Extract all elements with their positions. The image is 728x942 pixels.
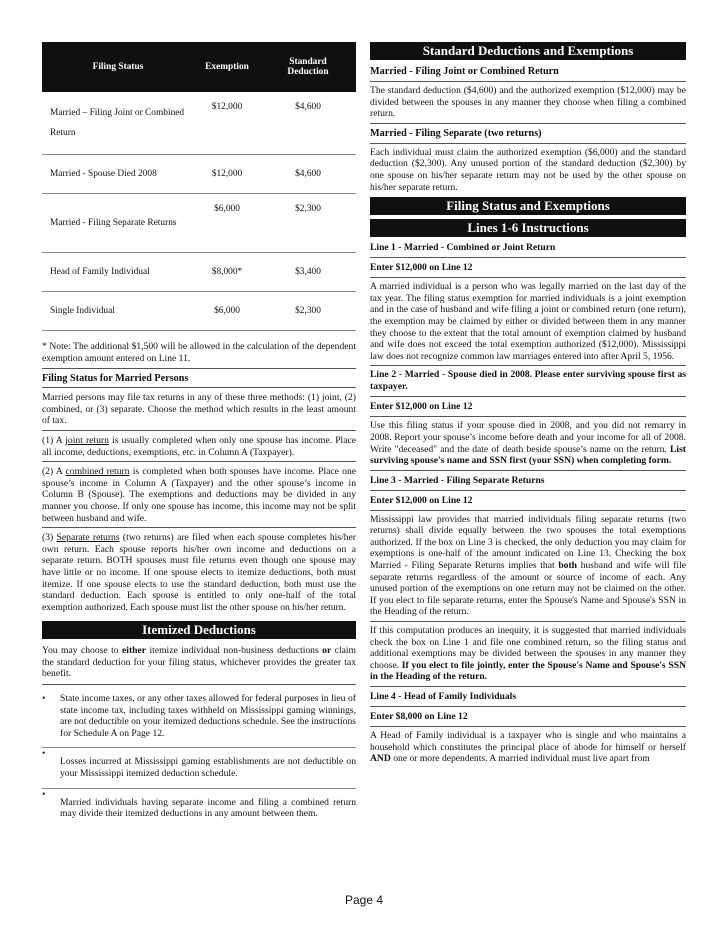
row-deduction: $2,300: [260, 292, 356, 331]
lines-instructions-bar: Lines 1-6 Instructions: [370, 219, 686, 237]
row-status: Head of Family Individual: [42, 253, 194, 292]
list-item: • Married individuals having separate income and filing a combined return may divide their itemized deductions in any amount between them.: [42, 788, 356, 820]
itemized-bullets: [42, 693, 356, 820]
table-row: [42, 194, 356, 253]
row-exemption: $8,000*: [194, 253, 260, 292]
table-row: [42, 155, 356, 194]
row-status: Married - Filing Separate Returns: [42, 194, 194, 253]
itemized-intro: You may choose to either itemize individual non-business deductions or claim the standard deduction for your filing status, whichever provides the greater tax benefit.: [42, 645, 356, 680]
row-status: Married - Spouse Died 2008: [42, 155, 194, 194]
row-status: Married – Filing Joint or Combined Return: [42, 92, 194, 155]
itemized-deductions-bar: Itemized Deductions: [42, 621, 356, 639]
table-note: * Note: The additional $1,500 will be allowed in the calculation of the dependent exemption amount entered on Line 11.: [42, 341, 356, 364]
line1-text: A married individual is a person who was legally married on the last day of the tax year. The filing status exemption for married individuals is a joint exemption and in the case of husband and wife filing a joint or combined return (one return), the exemption may be claimed by either or divided between them in any manner they choose to the extent that the total amount of exemption claimed by husband and wife does not exceed the total exemption authorized ($12,000). Mississippi law does not recognize common law marriages entered into after April 5, 1956.: [370, 281, 686, 362]
row-exemption: $6,000: [194, 292, 260, 331]
page-number: Page 4: [344, 893, 384, 907]
row-deduction: $4,600: [260, 155, 356, 194]
mfj-heading: Married - Filing Joint or Combined Return: [370, 66, 559, 77]
line3-text: Mississippi law provides that married individuals filing separate returns (two returns) shall divide equally between the two spouses the total exemptions authorized. If the box on Line 3 is checked, the only deduction you may claim for exemptions is one-half of the amount indicated on Line 13. Checking the box Married - Filing Separate Returns implies that both husband and wife will file separate returns regardless of the amount or source of income of each. Any unused portion of the exemptions on one return may not be claimed on the other. If you elect to file separate returns, enter the Spouse's Name and Spouse's SSN in the Heading of the return.: [370, 513, 687, 618]
row-status: Single Individual: [42, 292, 194, 331]
line3-note: If this computation produces an inequity, it is suggested that married individuals check the box on Line 1 and file one combined return, so the filing status and additional exemptions may be divided between the spouses in any manner they choose. If you elect to file jointly, enter the Spouse's Name and Spouse's SSN in the Heading of the return.: [370, 625, 686, 683]
fsm-intro: Married persons may file tax returns in any of these three methods: (1) joint, (2) combined, or (3) separate. Choose the method which results in the least amount of tax.: [42, 392, 356, 427]
mfs-text: Each individual must claim the authorized exemption ($6,000) and the standard deduction ($2,300). Any unused portion of the standard deduction ($2,300) by one spouse on his/her separate return may not be used by the other spouse on his/her separate return.: [370, 146, 686, 193]
table-row: [42, 253, 356, 292]
mfs-heading: Married - Filing Separate (two returns): [370, 127, 542, 139]
line1-heading: Line 1 - Married - Combined or Joint Return: [370, 242, 556, 254]
line2-heading: Line 2 - Married - Spouse died in 2008. Please enter surviving spouse first as taxpayer.: [370, 369, 686, 393]
table-header-row: [42, 42, 356, 92]
filing-status-table: [42, 42, 356, 331]
table-row: [42, 292, 356, 331]
row-exemption: $6,000: [194, 194, 260, 253]
mfj-text: The standard deduction ($4,600) and the authorized exemption ($12,000) may be divided between the spouses in any manner they choose when filing a combined return.: [370, 85, 686, 120]
header-standard-deduction: Standard Deduction: [260, 42, 356, 92]
filing-status-exemptions-bar: Filing Status and Exemptions: [370, 197, 686, 215]
line2-enter: Enter $12,000 on Line 12: [370, 401, 473, 413]
left-column: [42, 42, 356, 820]
row-exemption: $12,000: [194, 155, 260, 194]
line3-heading: Line 3 - Married - Filing Separate Returns: [370, 474, 545, 486]
right-column: [370, 42, 686, 765]
list-item: • Losses incurred at Mississippi gaming establishments are not deductible on your Mississippi itemized deduction schedule.: [42, 747, 356, 779]
method-separate: (3) Separate returns (two returns) are filed when each spouse completes his/her own return. Each spouse reports his/her own income and deductions on a separate return. BOTH spouses must file returns even though one spouse may have little or no income. If one spouse elects to itemize deductions, both must itemize. If one spouse elects to use the standard deduction, both must use the standard deduction. Each spouse is entitled to only one-half of the total exemption authorized. Each spouse must list the other spouse on his/her return.: [42, 532, 356, 613]
header-exemption: Exemption: [194, 42, 260, 92]
line4-text: A Head of Family individual is a taxpayer who is single and who maintains a household which constitutes the principal place of abode for himself or herself AND one or more dependents. A married individual must live apart from: [370, 730, 686, 765]
line4-heading: Line 4 - Head of Family Individuals: [370, 691, 517, 702]
row-exemption: $12,000: [194, 92, 260, 155]
row-deduction: $4,600: [260, 92, 356, 155]
method-joint: (1) A joint return is usually completed when only one spouse has income. Place all income, deductions, exemptions, etc. in Column A (Taxpayer).: [42, 434, 356, 458]
fsm-heading: Filing Status for Married Persons: [42, 373, 189, 385]
row-deduction: $2,300: [260, 194, 356, 253]
line1-enter: Enter $12,000 on Line 12: [370, 262, 473, 274]
list-item: • State income taxes, or any other taxes allowed for federal purposes in lieu of state income tax, including taxes withheld on Mississippi gaming winnings, are not deductible on your itemized deductions schedule. See the instructions for Schedule A on Page 12.: [42, 693, 356, 739]
standard-deductions-bar: Standard Deductions and Exemptions: [370, 42, 686, 60]
line4-enter: Enter $8,000 on Line 12: [370, 711, 468, 722]
header-filing-status: Filing Status: [42, 42, 194, 92]
table-row: [42, 92, 356, 155]
line2-text: Use this filing status if your spouse died in 2008, and you did not remarry in 2008. Report your spouse’s income before death and your income for all of 2008. Write "deceased" and the date of death beside spouse’s name on the return. List surviving spouse's name and SSN first (your SSN) when completing form.: [370, 420, 686, 467]
row-deduction: $3,400: [260, 253, 356, 292]
line3-enter: Enter $12,000 on Line 12: [370, 494, 473, 506]
method-combined: (2) A combined return is completed when both spouses have income. Place one spouse’s income in Column A (Taxpayer) and the other spouse’s income in Column B (Spouse). The exemptions and deductions may be divided in any manner you choose. If only one spouse has income, this income may not be split between husband and wife.: [42, 466, 357, 524]
